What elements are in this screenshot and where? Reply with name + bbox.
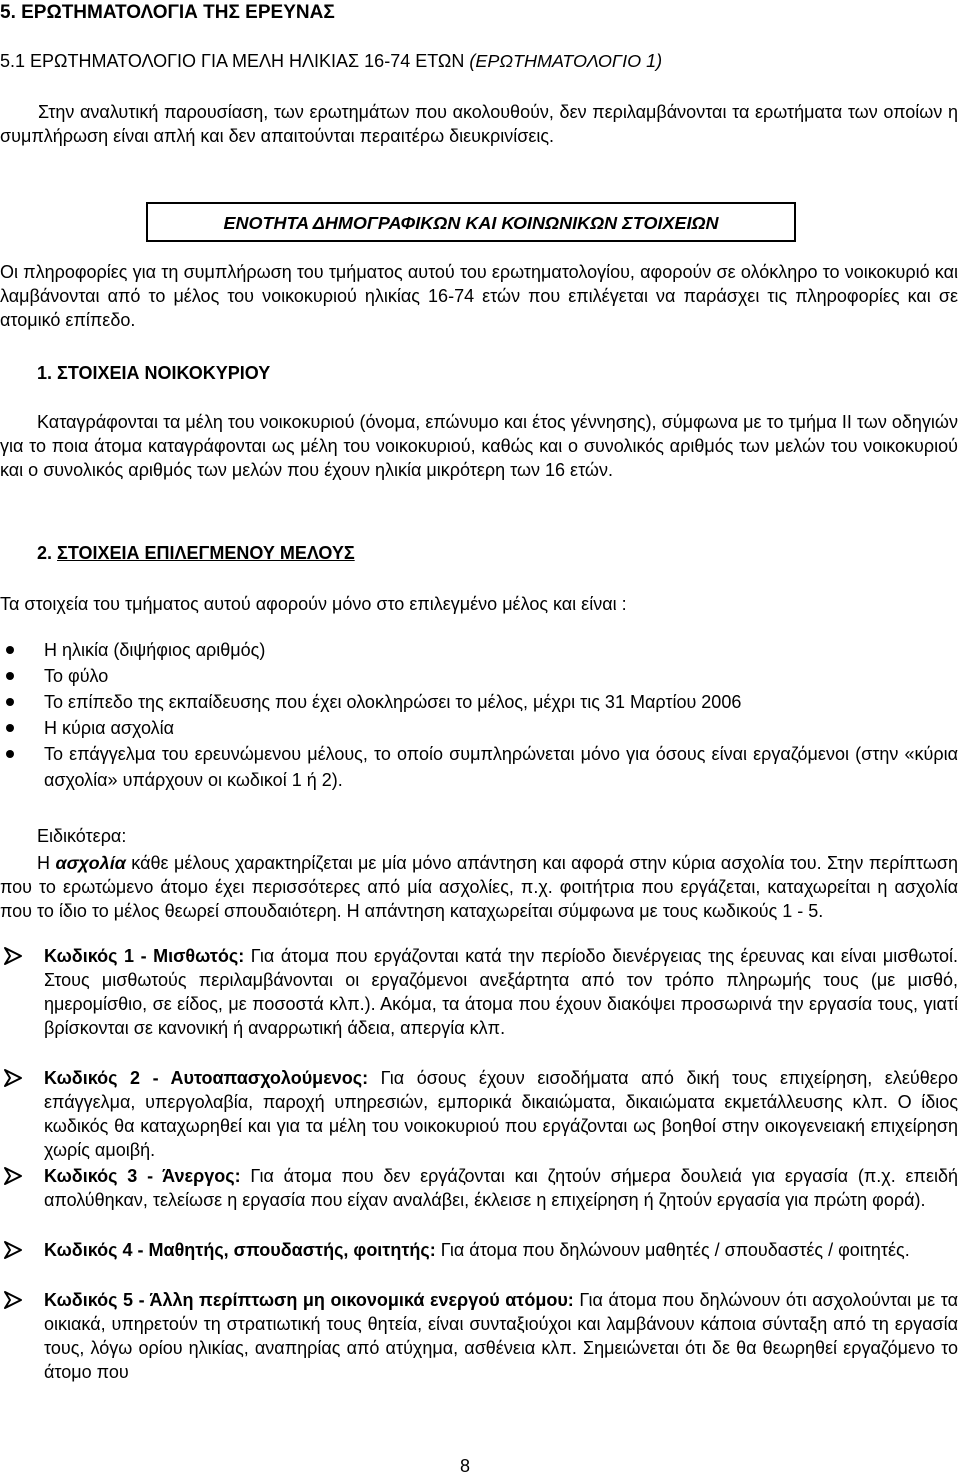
specifics-lead: Η [37, 853, 56, 873]
list-item: Η κύρια ασχολία [0, 715, 958, 741]
boxed-title: ΕΝΟΤΗΤΑ ΔΗΜΟΓΡΑΦΙΚΩΝ ΚΑΙ ΚΟΙΝΩΝΙΚΩΝ ΣΤΟΙΧΕΙΩΝ [146, 202, 796, 242]
bullet-dot-icon [6, 646, 14, 654]
bullet-dot-icon [6, 724, 14, 732]
bullet-dot-icon [6, 750, 14, 758]
arrow-bullet-icon [2, 1166, 24, 1186]
list-item: Το φύλο [0, 663, 958, 689]
specifics-keyword: ασχολία [55, 853, 126, 873]
bullet-dot-icon [6, 672, 14, 680]
selected-member-list [0, 637, 958, 793]
selected-member-intro: Τα στοιχεία του τμήματος αυτού αφορούν μόνο στο επιλεγμένο μέλος και είναι : [0, 594, 627, 614]
list-item: Κωδικός 5 - Άλλη περίπτωση μη οικονομικά ενεργού ατόμου: Για άτομα που δηλώνουν ότι ασχολούνται με τα οικιακά, υπηρετούν τη στρατιωτική τους θητεία, είναι συνταξιούχοι και λαμβάνουν κάποια σύνταξη από τη εργασία τους, λόγω ορίου ηλικίας, αναπηρίας από ατύχημα, ασθένεια κλπ. Σημειώνεται ότι δε θα θεωρηθεί εργαζόμενο το άτομο που [0, 1288, 958, 1384]
specifics-paragraph [0, 851, 958, 923]
list-item: Η ηλικία (διψήφιος αριθμός) [0, 637, 958, 663]
list-item: Κωδικός 1 - Μισθωτός: Για άτομα που εργάζονται κατά την περίοδο διενέργειας της έρευνας και είναι μισθωτοί. Στους μισθωτούς περιλαμβάνονται οι εργαζόμενοι ανεξάρτητα από τον τρόπο πληρωμής τους (με μισθό, ημερομίσθιο, σε είδος, με ποσοστά κλπ.). Ακόμα, τα άτομα που έχουν διακόψει προσωρινά την εργασία τους, γιατί βρίσκονται σε κανονική ή αναρρωτική άδεια, απεργία κλπ. [0, 944, 958, 1066]
household-heading-number: 1. [37, 363, 53, 383]
bullet-dot-icon [6, 698, 14, 706]
occupation-codes-list [0, 944, 958, 1384]
subsection-heading [0, 49, 960, 73]
selected-member-heading-number: 2. [37, 543, 53, 563]
list-item: Κωδικός 2 - Αυτοαπασχολούμενος: Για όσους έχουν εισοδήματα από δική τους επιχείρηση, ελεύθερο επάγγελμα, υπεργολαβία, παροχή υπηρεσιών, εμπορικά δικαιώματα, δικαιώματα εκμετάλλευσης κλπ. Ο ίδιος κωδικός θα καταχωρηθεί και για τα μέλη του νοικοκυριού που εργάζονται ως βοηθοί στην οικογενειακή επιχείρηση χωρίς αμοιβή. [0, 1066, 958, 1164]
subsection-title: 5.1 ΕΡΩΤΗΜΑΤΟΛΟΓΙΟ ΓΙΑ ΜΕΛΗ ΗΛΙΚΙΑΣ 16-74 ΕΤΩΝ [0, 51, 465, 71]
subsection-parenthetical: (ΕΡΩΤΗΜΑΤΟΛΟΓΙΟ 1) [469, 51, 663, 71]
list-item: Το επίπεδο της εκπαίδευσης που έχει ολοκληρώσει το μέλος, μέχρι τις 31 Μαρτίου 2006 [0, 689, 958, 715]
household-heading [37, 361, 270, 385]
selected-member-heading-text: ΣΤΟΙΧΕΙΑ ΕΠΙΛΕΓΜΕΝΟΥ ΜΕΛΟΥΣ [57, 543, 355, 563]
page-number: 8 [459, 1456, 470, 1476]
list-item: Κωδικός 4 - Μαθητής, σπουδαστής, φοιτητής: Για άτομα που δηλώνουν μαθητές / σπουδαστές / φοιτητές. [0, 1238, 958, 1288]
household-paragraph: Καταγράφονται τα μέλη του νοικοκυριού (όνομα, επώνυμο και έτος γέννησης), σύμφωνα με το τμήμα ΙΙ των οδηγιών για το ποια άτομα καταγράφονται ως μέλη του νοικοκυριού, καθώς και ο συνολικός αριθμός των μελών του νοικοκυριού και ο συνολικός αριθμός των μελών που έχουν ηλικία μικρότερη των 16 ετών. [0, 412, 958, 480]
list-item: Το επάγγελμα του ερευνώμενου μέλους, το οποίο συμπληρώνεται μόνο για όσους είναι εργαζόμενοι (στην «κύρια ασχολία» υπάρχουν οι κωδικοί 1 ή 2). [0, 741, 958, 793]
specifics-text: κάθε μέλους χαρακτηρίζεται με μία μόνο απάντηση και αφορά στην κύρια ασχολία του. Στην περίπτωση που το ερωτώμενο άτομο έχει περισσότερες από μία ασχολίες, π.χ. φοιτήτρια που εργάζεται, καταχωρείται η ασχολία που το ίδιο το μέλος θεωρεί σπουδαιότερη. Η απάντηση καταχωρείται σύμφωνα με τους κωδικούς 1 - 5. [0, 853, 958, 921]
household-heading-text: ΣΤΟΙΧΕΙΑ ΝΟΙΚΟΚΥΡΙΟΥ [57, 363, 271, 383]
specifics-label: Ειδικότερα: [37, 826, 127, 846]
arrow-bullet-icon [2, 1240, 24, 1260]
intro-paragraph: Στην αναλυτική παρουσίαση, των ερωτημάτων που ακολουθούν, δεν περιλαμβάνονται τα ερωτήματα των οποίων η συμπλήρωση είναι απλή και δεν απαιτούνται περαιτέρω διευκρινίσεις. [0, 102, 958, 146]
arrow-bullet-icon [2, 946, 24, 966]
selected-member-heading [37, 541, 355, 565]
arrow-bullet-icon [2, 1068, 24, 1088]
section-heading: 5. ΕΡΩΤΗΜΑΤΟΛΟΓΙΑ ΤΗΣ ΕΡΕΥΝΑΣ [0, 2, 335, 23]
section-intro-paragraph: Οι πληροφορίες για τη συμπλήρωση του τμήματος αυτού του ερωτηματολογίου, αφορούν σε ολόκληρο το νοικοκυριό και λαμβάνονται από το μέλος του νοικοκυριού ηλικίας 16-74 ετών που επιλέγεται να παράσχει τις πληροφορίες και σε ατομικό επίπεδο. [0, 262, 958, 330]
arrow-bullet-icon [2, 1290, 24, 1310]
list-item: Κωδικός 3 - Άνεργος: Για άτομα που δεν εργάζονται και ζητούν σήμερα δουλειά για εργασία (π.χ. επειδή απολύθηκαν, τελείωσε η εργασία που είχαν αναλάβει, έκλεισε η επιχείρηση ή ζητούν εργασία για πρώτη φορά). [0, 1164, 958, 1238]
